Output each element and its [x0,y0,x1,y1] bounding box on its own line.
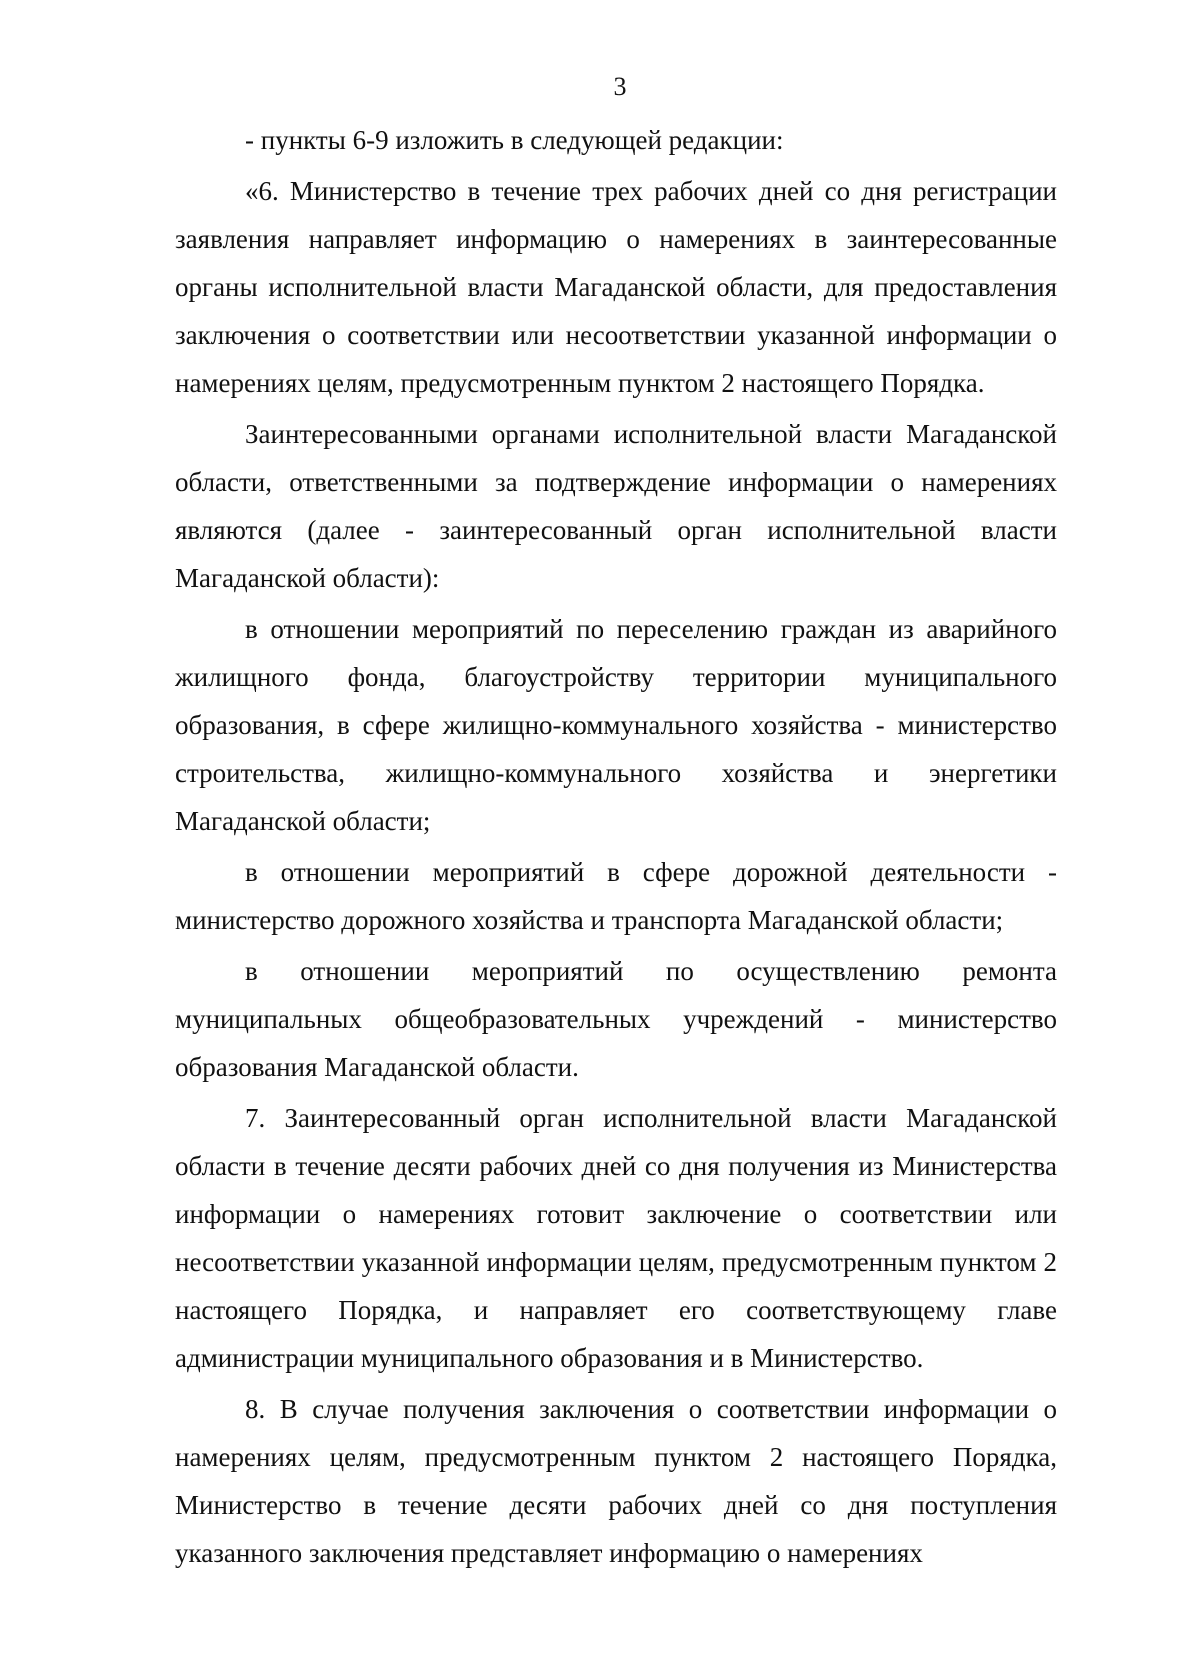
paragraph-amendment-intro: - пункты 6-9 изложить в следующей редакции: [245,125,784,155]
paragraph-road-ministry: в отношении мероприятий в сфере дорожной деятельности - министерство дорожного хозяйства и транспорта Магаданской области; [175,857,1057,935]
paragraph-item-6: «6. Министерство в течение трех рабочих дней со дня регистрации заявления направляет информацию о намерениях в заинтересованные органы исполнительной власти Магаданской области, для предоставления заключения о соответствии или несоответствии указанной информации о намерениях целям, предусмотренным пунктом 2 настоящего Порядка. [175,176,1057,398]
paragraph-item-8: 8. В случае получения заключения о соответствии информации о намерениях целям, предусмотренным пунктом 2 настоящего Порядка, Министерство в течение десяти рабочих дней со дня поступления указанного заключения представляет информацию о намерениях [175,1394,1057,1568]
paragraph-interested-bodies: Заинтересованными органами исполнительной власти Магаданской области, ответственными за подтверждение информации о намерениях являются (далее - заинтересованный орган исполнительной власти Магаданской области): [175,419,1057,593]
document-body [175,116,1057,1577]
paragraph-item-7: 7. Заинтересованный орган исполнительной власти Магаданской области в течение десяти рабочих дней со дня получения из Министерства информации о намерениях готовит заключение о соответствии или несоответствии указанной информации целям, предусмотренным пунктом 2 настоящего Порядка, и направляет его соответствующему главе администрации муниципального образования и в Министерство. [175,1103,1057,1373]
paragraph-education-ministry: в отношении мероприятий по осуществлению ремонта муниципальных общеобразовательных учреждений - министерство образования Магаданской области. [175,956,1057,1082]
page-number: 3 [613,72,627,101]
paragraph-housing-ministry: в отношении мероприятий по переселению граждан из аварийного жилищного фонда, благоустройству территории муниципального образования, в сфере жилищно-коммунального хозяйства - министерство строительства, жилищно-коммунального хозяйства и энергетики Магаданской области; [175,614,1057,836]
